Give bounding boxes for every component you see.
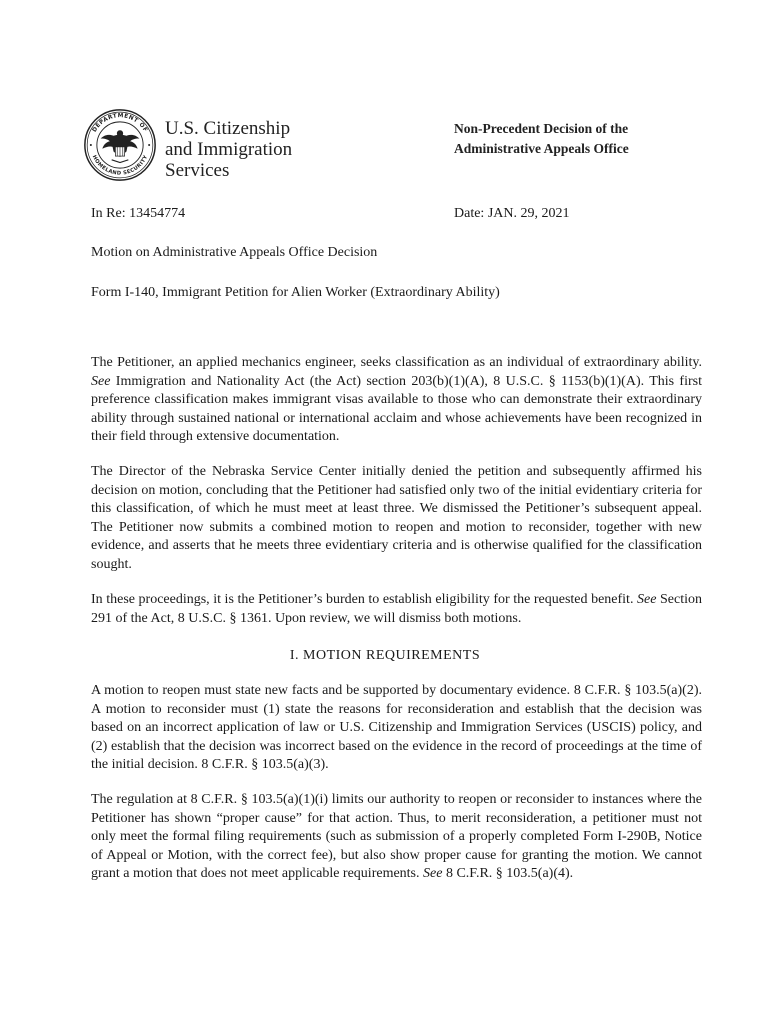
body-paragraph: In these proceedings, it is the Petitioner’s burden to establish eligibility for the requested benefit. See Section 291 of the Act, 8 U.S.C. § 1361. Upon review, we will dismiss both motions. [91, 592, 702, 626]
body-paragraph: The Petitioner, an applied mechanics engineer, seeks classification as an individual of extraordinary ability. See Immigration and Nationality Act (the Act) section 203(b)(1)(A), 8 U.S.C. § 1153(b)(1)(A). This first preference classification makes immigrant visas available to those who can demonstrate their extraordinary ability through sustained national or international acclaim and whose achievements have been recognized in their field through extensive documentation. [91, 355, 702, 445]
agency-line: and Immigration [165, 139, 293, 160]
decision-date: Date: JAN. 29, 2021 [454, 206, 570, 221]
decision-type-line: Non-Precedent Decision of the [454, 121, 629, 136]
seal-ring-bottom-text: HOMELAND SECURITY [90, 154, 150, 177]
motion-subject: Motion on Administrative Appeals Office Decision [91, 245, 378, 260]
dhs-seal-icon [83, 108, 157, 182]
form-subject: Form I-140, Immigrant Petition for Alien Worker (Extraordinary Ability) [91, 285, 500, 300]
agency-line: U.S. Citizenship [165, 118, 291, 139]
body-paragraph: The regulation at 8 C.F.R. § 103.5(a)(1)(i) limits our authority to reopen or reconsider to instances where the Petitioner has shown “proper cause” for that action. Thus, to merit reconsideration, a petitioner must not only meet the formal filing requirements (such as submission of a properly completed Form I-290B, Notice of Appeal or Motion, with the correct fee), but also show proper cause for granting the motion. We cannot grant a motion that does not meet applicable requirements. See 8 C.F.R. § 103.5(a)(4). [91, 792, 702, 882]
seal-ring-top-text: DEPARTMENT OF [91, 113, 149, 134]
body-paragraph: The Director of the Nebraska Service Center initially denied the petition and subsequently affirmed his decision on motion, concluding that the Petitioner had satisfied only two of the initial evidentiary criteria for this classification, of which he must meet at least three. We dismissed the Petitioner’s subsequent appeal. The Petitioner now submits a combined motion to reopen and motion to reconsider, together with new evidence, and asserts that he meets three evidentiary criteria and is otherwise qualified for the classification sought. [91, 464, 702, 572]
agency-name [165, 118, 292, 181]
agency-line: Services [165, 160, 230, 181]
decision-type [454, 119, 629, 159]
case-in-re: In Re: 13454774 [91, 206, 186, 221]
decision-type-line: Administrative Appeals Office [454, 141, 629, 156]
section-heading: I. MOTION REQUIREMENTS [289, 648, 481, 663]
body-paragraph: A motion to reopen must state new facts and be supported by documentary evidence. 8 C.F.R. § 103.5(a)(2). A motion to reconsider must (1) state the reasons for reconsideration and establish that the decision was based on an incorrect application of law or U.S. Citizenship and Immigration Services (USCIS) policy, and (2) establish that the decision was incorrect based on the evidence in the record of proceedings at the time of the initial decision. 8 C.F.R. § 103.5(a)(3). [91, 683, 702, 773]
